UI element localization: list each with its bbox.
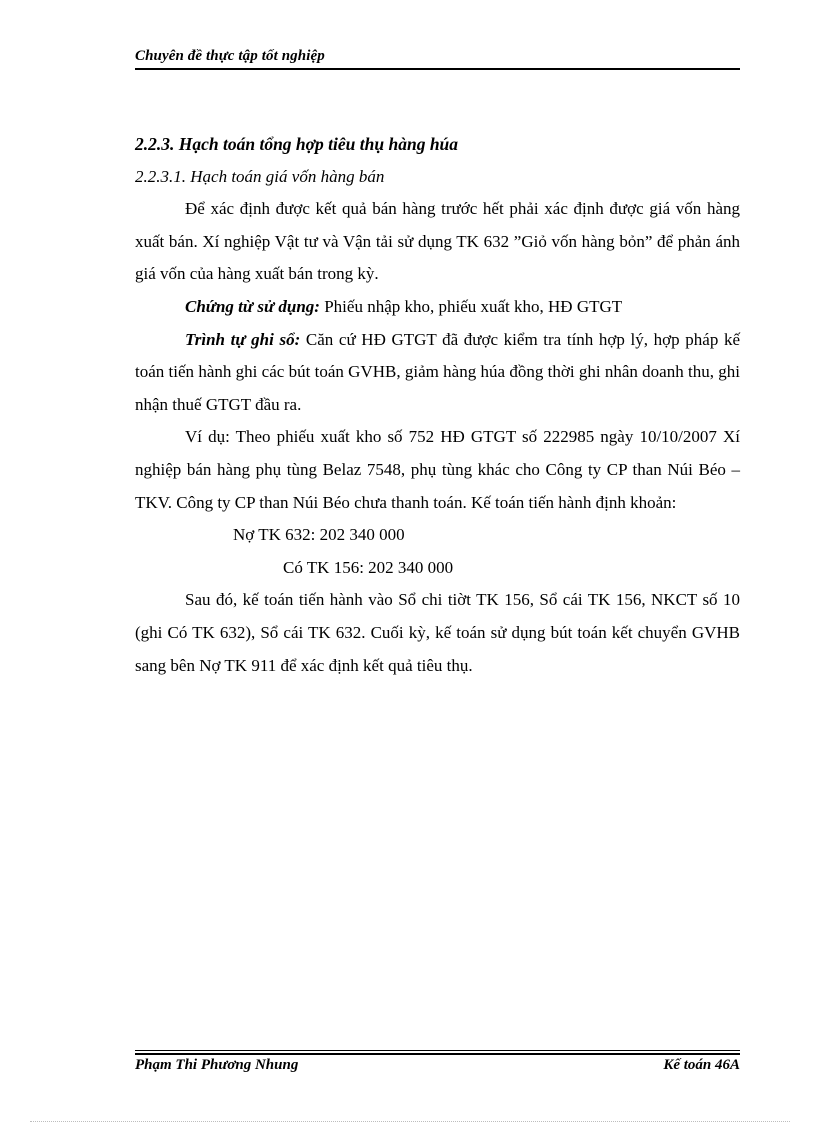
journal-entry-debit: Nợ TK 632: 202 340 000 bbox=[233, 525, 405, 545]
header-title: Chuyên đề thực tập tốt nghiệp bbox=[135, 48, 325, 64]
page-footer bbox=[135, 1050, 740, 1080]
paragraph-documents bbox=[135, 291, 740, 324]
page-header bbox=[135, 48, 740, 70]
documents-label: Chứng từ sử dụng: bbox=[185, 296, 320, 316]
paragraph-cogs-intro: Để xác định được kết quả bán hàng trước hết phải xác định được giá vốn hàng xuất bán. Xí nghiệp Vật tư và Vận tải sử dụng TK 632 ”Giỏ vốn hàng bỏn” để phản ánh giá vốn của hàng xuất bán trong kỳ. bbox=[135, 199, 740, 284]
paragraph-example: Ví dụ: Theo phiếu xuất kho số 752 HĐ GTGT số 222985 ngày 10/10/2007 Xí nghiệp bán hàng phụ tùng Belaz 7548, phụ tùng khác cho Công ty CP than Núi Béo – TKV. Công ty CP than Núi Béo chưa thanh toán. Kế toán tiến hành định khoản: bbox=[135, 427, 740, 512]
procedure-label: Trình tự ghi sổ: bbox=[185, 329, 301, 349]
header-rule bbox=[135, 68, 740, 70]
footer-class: Kế toán 46A bbox=[663, 1057, 740, 1073]
footer-author: Phạm Thi Phương Nhung bbox=[135, 1057, 299, 1073]
documents-text: Phiếu nhập kho, phiếu xuất kho, HĐ GTGT bbox=[319, 296, 623, 316]
procedure-text: Căn cứ HĐ GTGT đã được kiểm tra tính hợp lý, hợp pháp kế toán tiến hành ghi các bút toán GVHB, giảm hàng húa đồng thời ghi nhân doanh thu, ghi nhận thuế GTGT đầu ra. bbox=[135, 329, 740, 414]
footer-rule-thick bbox=[135, 1053, 740, 1055]
section-title: 2.2.3. Hạch toán tổng hợp tiêu thụ hàng húa bbox=[135, 134, 459, 154]
subsection-title: 2.2.3.1. Hạch toán giá vốn hàng bán bbox=[135, 166, 385, 186]
journal-entry-credit: Có TK 156: 202 340 000 bbox=[283, 557, 454, 577]
page-edge-dots bbox=[30, 1121, 790, 1122]
page-body bbox=[135, 128, 740, 682]
paragraph-posting: Sau đó, kế toán tiến hành vào Sổ chi tiờt TK 156, Sổ cái TK 156, NKCT số 10 (ghi Có TK 632), Sổ cái TK 632. Cuối kỳ, kế toán sử dụng bút toán kết chuyển GVHB sang bên Nợ TK 911 để xác định kết quả tiêu thụ. bbox=[135, 590, 740, 675]
paragraph-procedure bbox=[135, 324, 740, 422]
footer-rule bbox=[135, 1050, 740, 1051]
